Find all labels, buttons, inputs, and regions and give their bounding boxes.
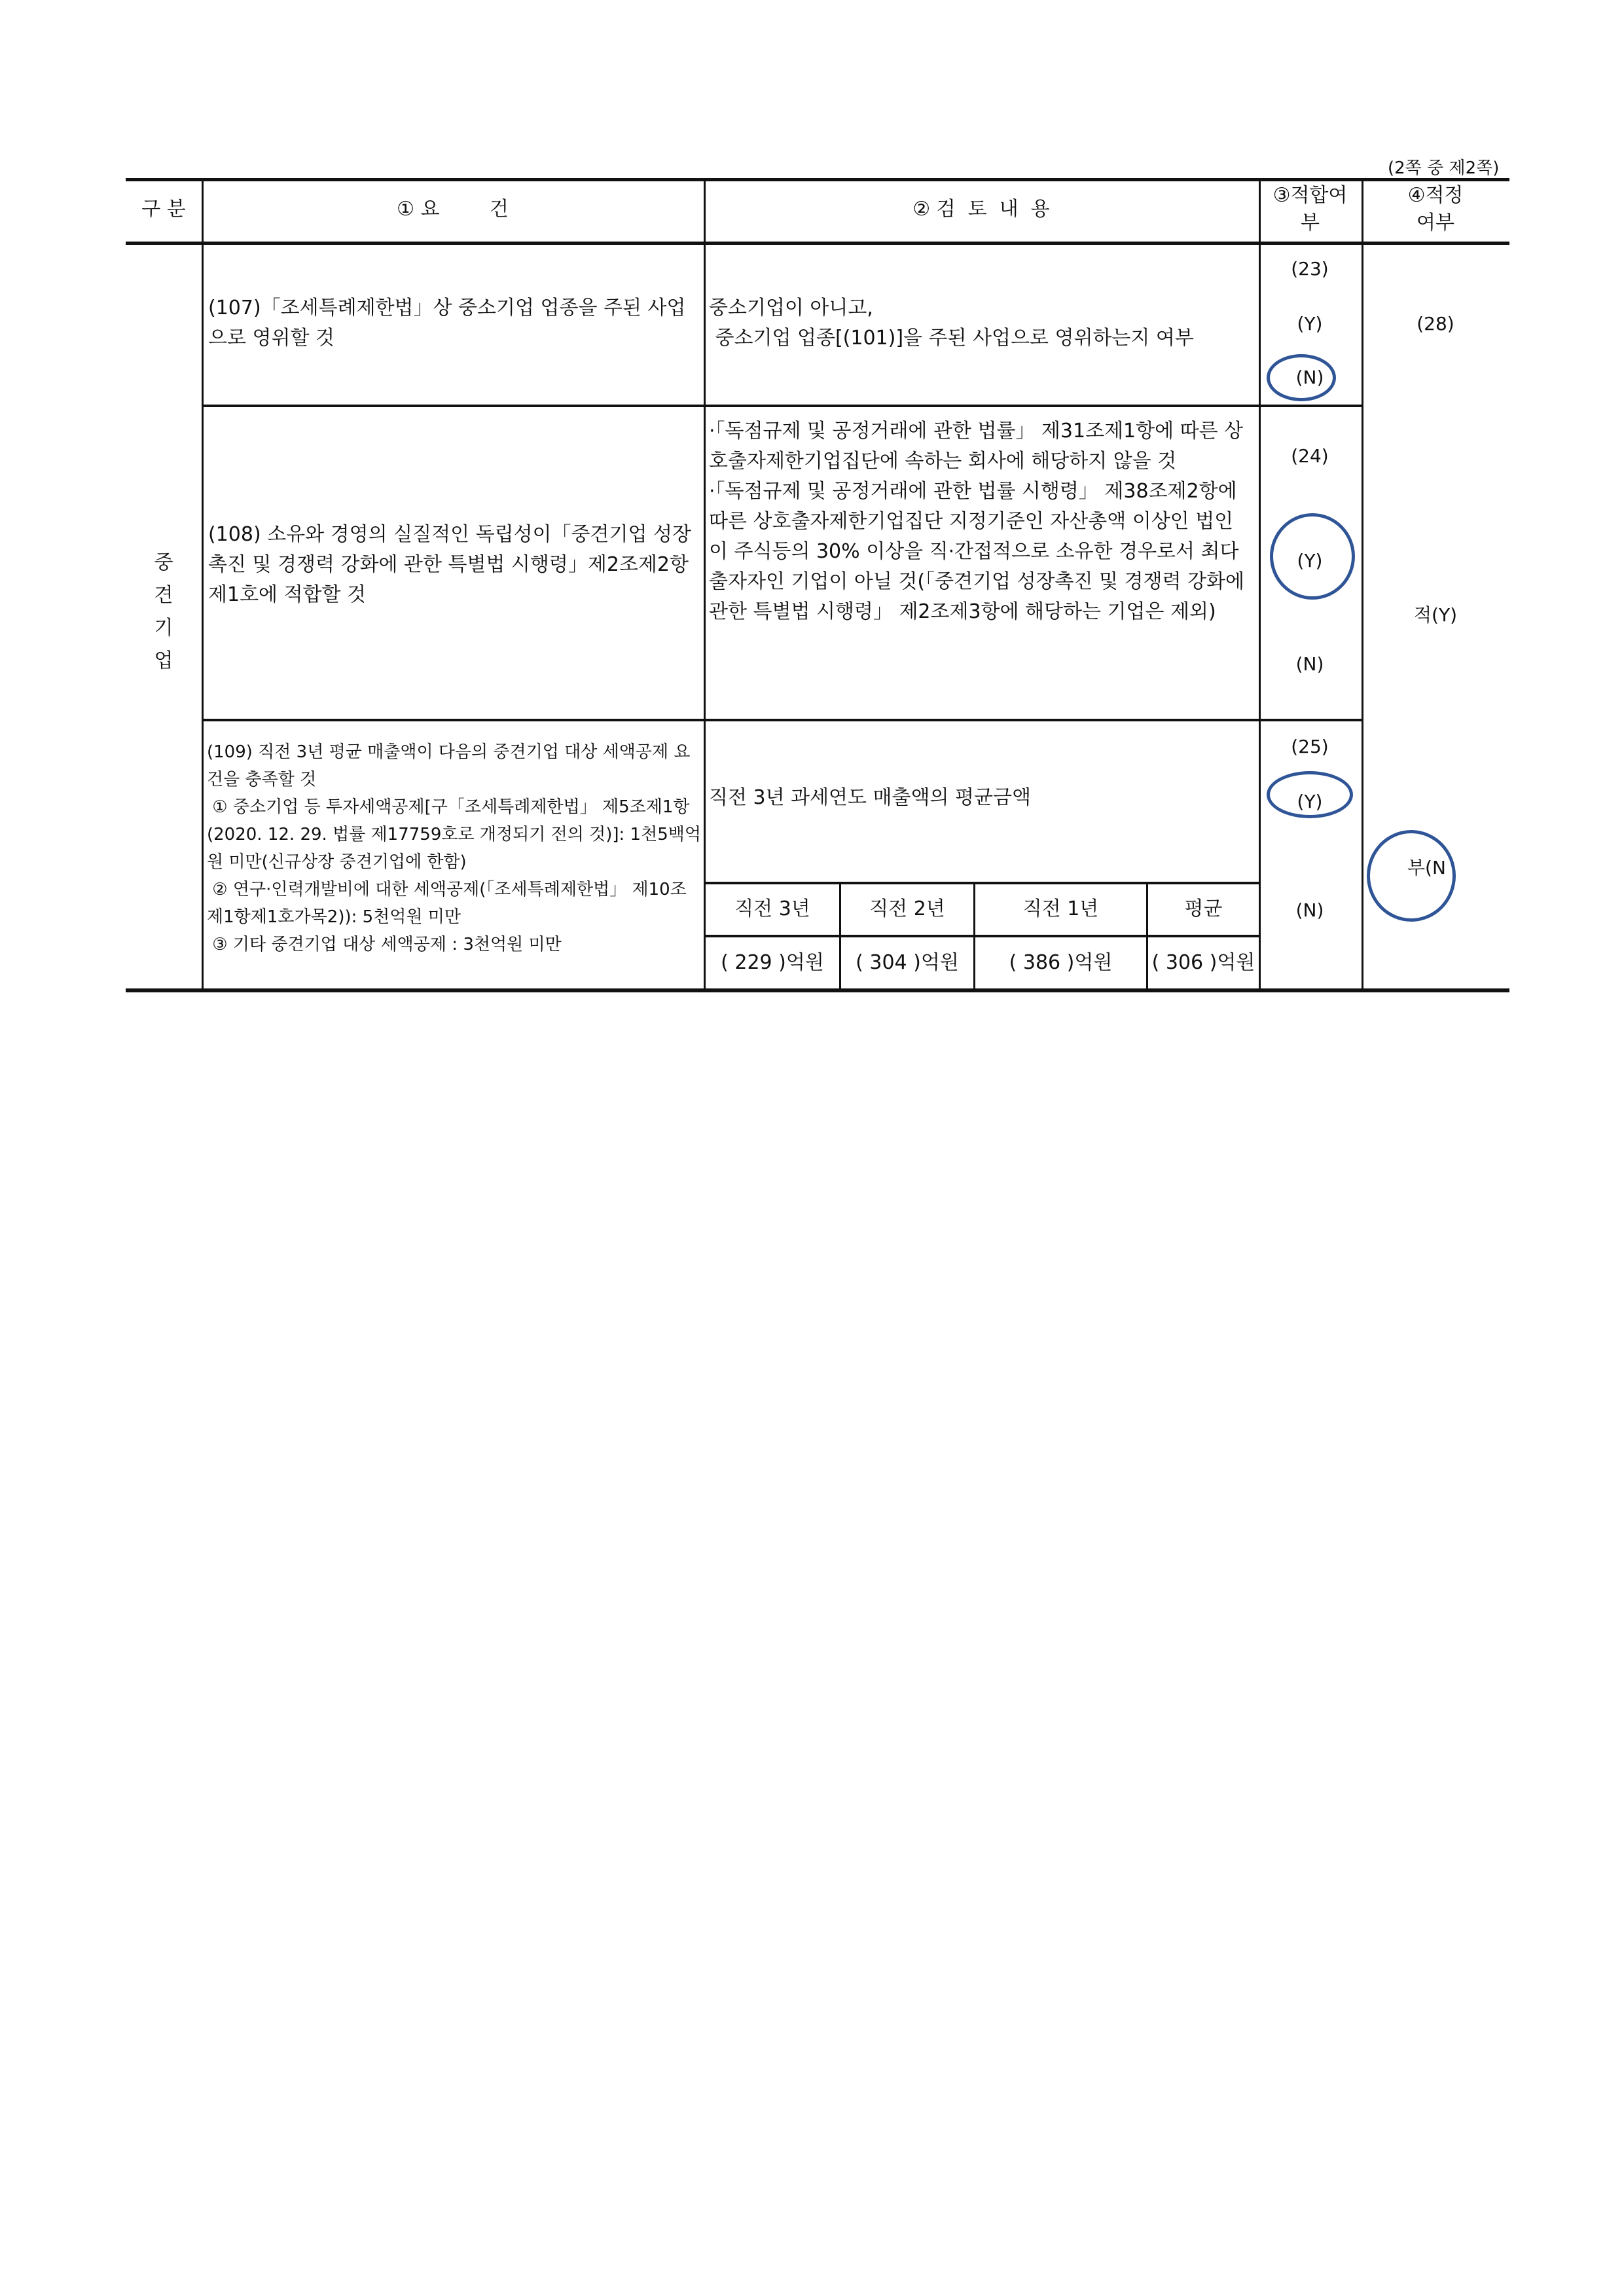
header-fit-line1: ③적합여	[1272, 184, 1348, 207]
page-number-note: (2쪽 중 제2쪽)	[1388, 158, 1500, 178]
row-107-review	[709, 293, 1252, 353]
col-divider-3	[1259, 178, 1261, 991]
row-107-selected-circle	[1267, 354, 1336, 401]
row-107-fit-yes[interactable]: (Y)	[1297, 313, 1323, 334]
sales-header-2y: 직전 2년	[869, 897, 945, 920]
header-requirement: ① 요 건	[397, 198, 509, 221]
row-109-requirement	[207, 738, 701, 958]
row-107-requirement: (107)「조세특례제한법」상 중소기업 업종을 주된 사업으로 영위할 것	[208, 297, 686, 350]
final-code: (28)	[1416, 313, 1454, 334]
category-label	[126, 547, 202, 678]
row-109-review: 직전 3년 과세연도 매출액의 평균금액	[709, 786, 1031, 809]
sales-header-3y: 직전 3년	[734, 897, 810, 920]
review-line: 중소기업 업종[(101)]을 주된 사업으로 영위하는지 여부	[709, 327, 1194, 350]
row-107-bottom-rule	[202, 405, 1363, 407]
row-108-review	[709, 416, 1252, 627]
col-divider-2	[704, 178, 706, 991]
requirement-line: ② 연구·인력개발비에 대한 세액공제(「조세특례제한법」 제10조제1항제1호가목2)): 5천억원 미만	[207, 880, 687, 927]
final-selected-circle	[1367, 830, 1456, 922]
row-107-fit-code: (23)	[1291, 258, 1329, 280]
requirement-line: ③ 기타 중견기업 대상 세액공제 : 3천억원 미만	[207, 935, 562, 954]
row-108-fit-yes[interactable]: (Y)	[1297, 550, 1323, 571]
header-review: ② 검 토 내 용	[912, 198, 1050, 221]
header-final-line1: ④적정	[1407, 184, 1464, 207]
header-final	[1362, 182, 1509, 237]
table-top-rule	[126, 178, 1509, 181]
requirement-line: ① 중소기업 등 투자세액공제[구「조세특례제한법」 제5조제1항(2020. 12. 29. 법률 제17759호로 개정되기 전의 것)]: 1천5백억원 미만(신규상장 중견기업에 한함)	[207, 797, 701, 872]
col-divider-1	[202, 178, 204, 991]
final-unfit-label[interactable]: 부(N	[1407, 857, 1446, 878]
row-108-fit-code: (24)	[1291, 445, 1329, 467]
row-109-selected-ellipse	[1267, 771, 1353, 818]
row-108-fit-no[interactable]: (N)	[1295, 653, 1324, 675]
header-fit-line2: 부	[1301, 211, 1320, 234]
sales-value-2y[interactable]: ( 304 )억원	[856, 951, 959, 974]
header-fit	[1259, 182, 1362, 237]
row-108-selected-circle	[1270, 513, 1355, 600]
header-category: 구 분	[141, 198, 186, 221]
row-109-fit-no[interactable]: (N)	[1295, 899, 1324, 921]
category-char: 견	[154, 584, 173, 607]
review-line: ·「독점규제 및 공정거래에 관한 법률 시행령」 제38조제2항에 따른 상호출자제한기업집단 지정기준인 자산총액 이상인 법인이 주식등의 30% 이상을 직·간접적으로 소유한 경우로서 최다출자자인 기업이 아닐 것(「중견기업 성장촉진 및 경쟁력 강화에 관한 특별법 시행령」 제2조제3항에 해당하는 기업은 제외)	[709, 480, 1244, 623]
row-108-bottom-rule	[202, 719, 1363, 721]
review-line: ·「독점규제 및 공정거래에 관한 법률」 제31조제1항에 따른 상호출자제한기업집단에 속하는 회사에 해당하지 않을 것	[709, 420, 1244, 473]
requirement-line: (109) 직전 3년 평균 매출액이 다음의 중견기업 대상 세액공제 요건을 충족할 것	[207, 742, 691, 789]
sales-value-avg[interactable]: ( 306 )억원	[1151, 951, 1255, 974]
final-fit-label[interactable]: 적(Y)	[1414, 604, 1457, 626]
header-bottom-rule	[126, 242, 1509, 245]
row-108-requirement: (108) 소유와 경영의 실질적인 독립성이「중견기업 성장촉진 및 경쟁력 강화에 관한 특별법 시행령」제2조제2항제1호에 적합할 것	[208, 523, 691, 606]
row-109-fit-yes[interactable]: (Y)	[1297, 791, 1323, 812]
sales-header-avg: 평균	[1184, 897, 1223, 920]
category-char: 기	[154, 617, 173, 640]
review-line: 중소기업이 아니고,	[709, 297, 873, 319]
row-107-fit-no[interactable]: (N)	[1295, 367, 1324, 388]
col-divider-4	[1362, 178, 1363, 991]
sales-value-1y[interactable]: ( 386 )억원	[1009, 951, 1113, 974]
category-char: 업	[154, 649, 173, 672]
table-bottom-rule	[126, 988, 1509, 992]
row-109-fit-code: (25)	[1291, 736, 1329, 757]
sales-header-1y: 직전 1년	[1022, 897, 1099, 920]
category-char: 중	[154, 551, 173, 574]
sales-value-3y[interactable]: ( 229 )억원	[721, 951, 824, 974]
sales-table-mid-rule	[704, 935, 1261, 937]
sales-table-top-rule	[704, 882, 1261, 884]
header-final-line2: 여부	[1416, 211, 1454, 234]
